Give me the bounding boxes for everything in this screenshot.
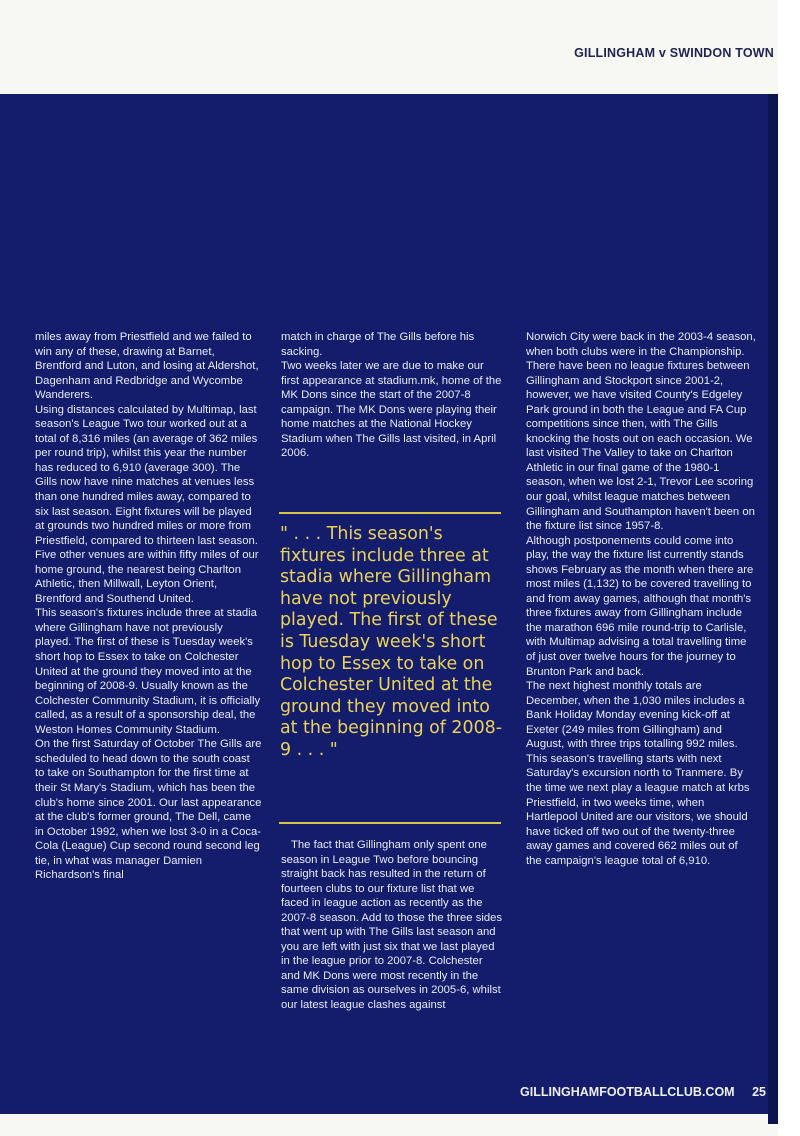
paragraph: On the first Saturday of October The Gills are scheduled to head down to the south coast to take on Southampton for the first time at their St Mary's Stadium, which has been the club's home since 2001. Our last appearance at the club's former ground, The Dell, came in October 1992, when we lost 3-0 in a Coca-Cola (League) Cup second round second leg tie, in what was manager Damien Richardson's final: [35, 738, 262, 882]
pull-quote: [279, 512, 501, 824]
paragraph: Although postponements could come into play, the way the fixture list currently stands shows February as the month when there are most miles (1,132) to be covered travelling to and from away games, although that month's three fixtures away from Gillingham include the marathon 696 mile round-trip to Carlisle, with Multimap advising a total travelling time of just over twelve hours for the journey to Brunton Park and back.: [526, 534, 754, 678]
paragraph: This season's travelling starts with next Saturday's excursion north to Tranmere. By the time we next play a league match at krbs Priestfield, in two weeks time, when Hartlepool United are our visitors, we should have ticked off two out of the twenty-three away games and covered 662 miles out of the campaign's league total of 6,910.: [526, 752, 750, 867]
article-column-2-bottom: [281, 838, 503, 1013]
paragraph: The next highest monthly totals are December, when the 1,030 miles includes a Bank Holiday Monday evening kick-off at Exeter (249 miles from Gillingham) and August, with three trips totalling 992 miles.: [526, 680, 745, 751]
paragraph: miles away from Priestfield and we failed to win any of these, drawing at Barnet, Brentford and Luton, and losing at Aldershot, Dagenham and Redbridge and Wycombe Wanderers.: [35, 331, 259, 402]
page-number: 25: [752, 1085, 766, 1099]
paragraph: match in charge of The Gills before his sacking.: [281, 331, 475, 358]
article-column-3: [526, 330, 756, 868]
paragraph: This season's fixtures include three at stadia where Gillingham have not previously played. The first of these is Tuesday week's short hop to Essex to take on Colchester United at the ground they moved into at the beginning of 2008-9. Usually known as the Colchester Community Stadium, it is officially called, as a result of a sponsorship deal, the Weston Homes Community Stadium.: [35, 607, 261, 736]
footer-website: GILLINGHAMFOOTBALLCLUB.COM: [520, 1085, 735, 1099]
panel-edge-shade: [768, 94, 778, 1124]
header-title: GILLINGHAM v SWINDON TOWN: [574, 46, 774, 60]
paragraph: Two weeks later we are due to make our first appearance at stadium.mk, home of the MK Dons since the start of the 2007-8 campaign. The MK Dons were playing their home matches at the National Hockey Stadium when The Gills last visited, in April 2006.: [281, 360, 502, 460]
article-column-1: [35, 330, 262, 883]
page-edge: [778, 0, 800, 1136]
paragraph: Norwich City were back in the 2003-4 season, when both clubs were in the Championship. There have been no league fixtures between Gillingham and Stockport since 2001-2, however, we have visited County's Edgeley Park ground in both the League and FA Cup competitions since then, with The Gills knocking the hosts out on each occasion. We last visited The Valley to take on Charlton Athletic in our final game of the 1980-1 season, when we lost 2-1, Trevor Lee scoring our goal, whilst league matches between Gillingham and Southampton haven't been on the fixture list since 1957-8.: [526, 331, 756, 533]
page-footer: [520, 1085, 766, 1099]
pull-quote-text: " . . . This season's fixtures include three at stadia where Gillingham have not previously played. The first of these is Tuesday week's short hop to Essex to take on Colchester United at the ground they moved into at the beginning of 2008-9 . . . ": [280, 524, 502, 760]
article-column-2-top: [281, 330, 503, 461]
paragraph: Using distances calculated by Multimap, last season's League Two tour worked out at a total of 8,316 miles (an average of 362 miles per round trip), whilst this year the number has reduced to 6,910 (average 300). The Gills now have nine matches at venues less than one hundred miles away, compared to six last season. Eight fixtures will be played at grounds two hundred miles or more from Priestfield, compared to thirteen last season. Five other venues are within fifty miles of our home ground, the nearest being Charlton Athletic, then Millwall, Leyton Orient, Brentford and Southend United.: [35, 403, 259, 605]
paragraph: The fact that Gillingham only spent one season in League Two before bouncing straight back has resulted in the return of fourteen clubs to our fixture list that we faced in league action as recently as the 2007-8 season. Add to those the three sides that went up with The Gills last season and you are left with just six that we last played in the league prior to 2007-8. Colchester and MK Dons were most recently in the same division as ourselves in 2005-6, whilst our latest league clashes against: [281, 839, 503, 1012]
